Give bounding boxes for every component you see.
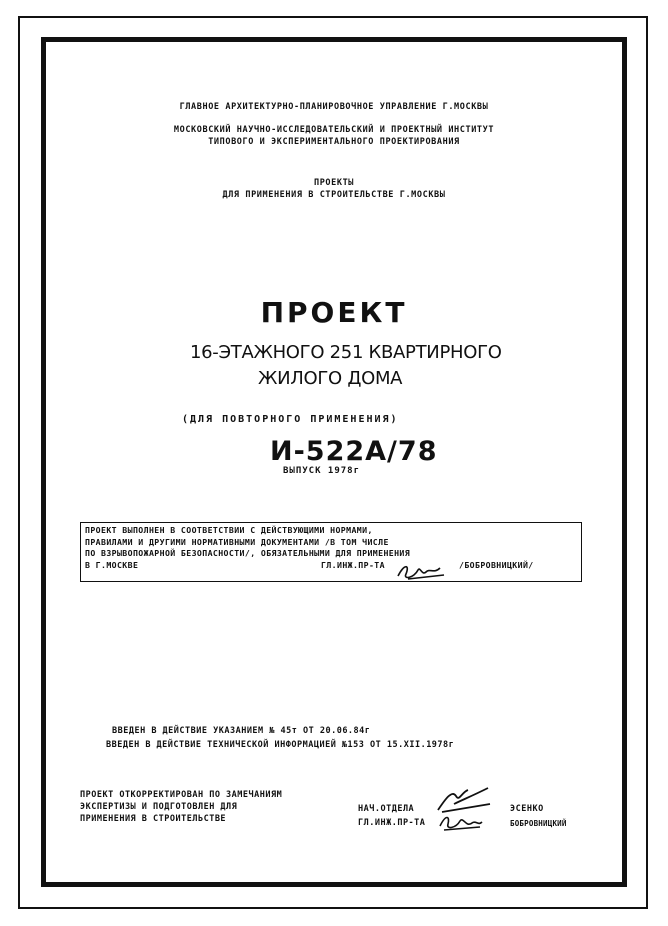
correction-note-line3: ПРИМЕНЕНИЯ В СТРОИТЕЛЬСТВЕ — [80, 814, 227, 824]
correction-note-line2: ЭКСПЕРТИЗЫ И ПОДГОТОВЛЕН ДЛЯ — [80, 802, 238, 812]
statement-line: В Г.МОСКВЕ — [85, 559, 139, 570]
enactment-line2: ВВЕДЕН В ДЕЙСТВИЕ ТЕХНИЧЕСКОЙ ИНФОРМАЦИЕЙ №153 ОТ 15.XII.1978г — [106, 740, 455, 750]
issue-year: ВЫПУСК 1978г — [283, 466, 361, 476]
chief-engineer-post: ГЛ.ИНЖ.ПР-ТА — [321, 559, 385, 570]
header-institute: МОСКОВСКИЙ НАУЧНО-ИССЛЕДОВАТЕЛЬСКИЙ И ПРОЕКТНЫЙ ИНСТИТУТ — [173, 125, 495, 135]
header-institute-cont: ТИПОВОГО И ЭКСПЕРИМЕНТАЛЬНОГО ПРОЕКТИРОВАНИЯ — [208, 137, 460, 147]
department-head-post: НАЧ.ОТДЕЛА — [358, 804, 415, 814]
chief-engineer-post-footer: ГЛ.ИНЖ.ПР-ТА — [358, 818, 426, 828]
signature-icon — [436, 812, 486, 834]
document-subtitle-line1: 16-ЭТАЖНОГО 251 КВАРТИРНОГО — [190, 342, 502, 363]
compliance-statement — [80, 522, 582, 582]
statement-line: ПРОЕКТ ВЫПОЛНЕН В СООТВЕТСТВИИ С ДЕЙСТВУЮЩИМИ НОРМАМИ, — [85, 525, 373, 535]
statement-sign-row — [85, 560, 577, 572]
correction-note-line1: ПРОЕКТ ОТКОРРЕКТИРОВАН ПО ЗАМЕЧАНИЯМ — [80, 790, 283, 800]
project-code: И-522А/78 — [270, 436, 438, 467]
statement-line: ПО ВЗРЫВОПОЖАРНОЙ БЕЗОПАСНОСТИ/, ОБЯЗАТЕЛЬНЫМИ ДЛЯ ПРИМЕНЕНИЯ — [85, 548, 411, 558]
document-title: ПРОЕКТ — [260, 296, 408, 329]
chief-engineer-name-footer: БОБРОВНИЦКИЙ — [510, 819, 567, 828]
purpose-note: (ДЛЯ ПОВТОРНОГО ПРИМЕНЕНИЯ) — [182, 414, 399, 425]
header-application: ДЛЯ ПРИМЕНЕНИЯ В СТРОИТЕЛЬСТВЕ Г.МОСКВЫ — [222, 190, 446, 200]
statement-line: ПРАВИЛАМИ И ДРУГИМИ НОРМАТИВНЫМИ ДОКУМЕНТАМИ /В ТОМ ЧИСЛЕ — [85, 536, 389, 547]
header-projects: ПРОЕКТЫ — [313, 178, 355, 188]
chief-engineer-name: /БОБРОВНИЦКИЙ/ — [459, 559, 534, 570]
signature-icon — [394, 560, 450, 584]
department-head-name: ЭСЕНКО — [510, 804, 544, 814]
header-organization: ГЛАВНОЕ АРХИТЕКТУРНО-ПЛАНИРОВОЧНОЕ УПРАВЛЕНИЕ Г.МОСКВЫ — [179, 102, 489, 112]
document-subtitle-line2: ЖИЛОГО ДОМА — [258, 368, 403, 389]
enactment-line1: ВВЕДЕН В ДЕЙСТВИЕ УКАЗАНИЕМ № 45т ОТ 20.06.84г — [112, 726, 371, 736]
